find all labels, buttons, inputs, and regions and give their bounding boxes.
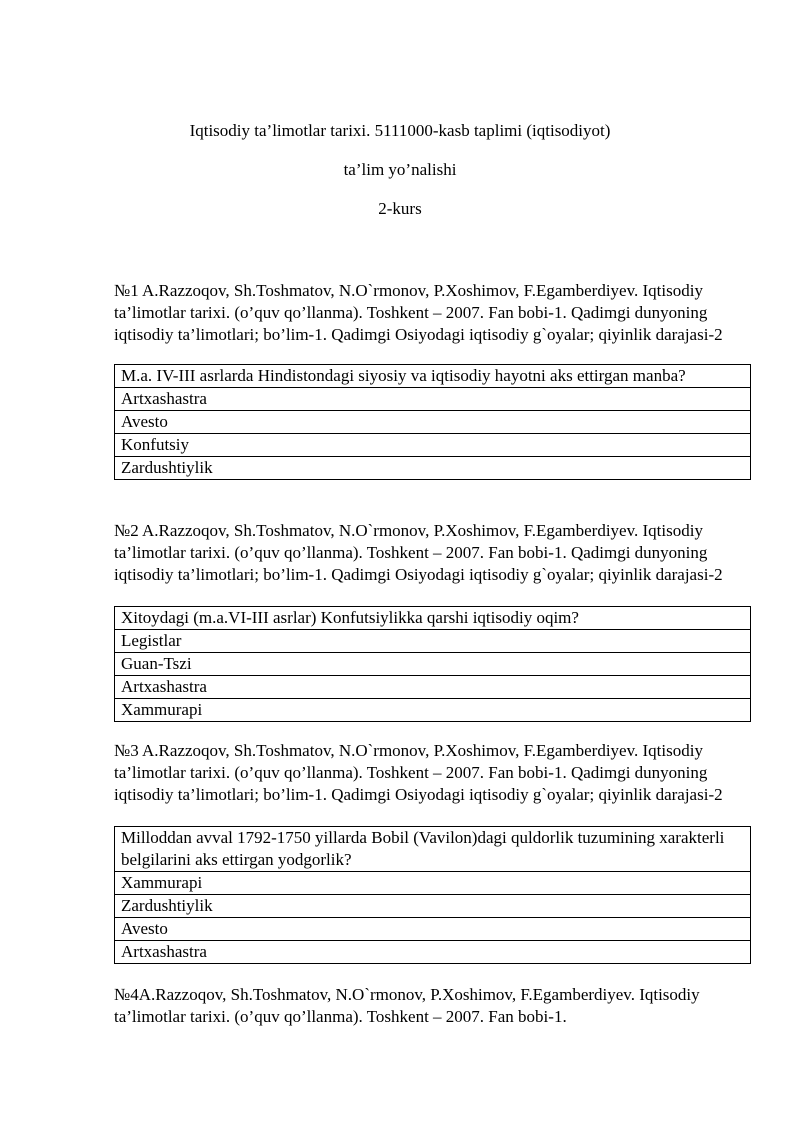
- question-2-intro: №2 A.Razzoqov, Sh.Toshmatov, N.O`rmonov, P.Xoshimov, F.Egamberdiyev. Iqtisodiy ta’limotlar tarixi. (o’quv qo’llanma). Toshkent – 2007. Fan bobi-1. Qadimgi dunyoning iqtisodiy ta’limotlari; bo’lim-1. Qadimgi Osiyodagi iqtisodiy g`oyalar; qiyinlik darajasi-2: [114, 521, 723, 584]
- question-1-text: M.a. IV-III asrlarda Hindistondagi siyosiy va iqtisodiy hayotni aks ettirgan manba?: [115, 365, 751, 388]
- question-4-intro: №4A.Razzoqov, Sh.Toshmatov, N.O`rmonov, P.Xoshimov, F.Egamberdiyev. Iqtisodiy ta’limotlar tarixi. (o’quv qo’llanma). Toshkent – 2007. Fan bobi-1.: [114, 985, 700, 1026]
- question-2-text: Xitoydagi (m.a.VI-III asrlar) Konfutsiylikka qarshi iqtisodiy oqim?: [115, 607, 751, 630]
- answer-option: Konfutsiy: [115, 434, 751, 457]
- answer-option: Artxashastra: [115, 388, 751, 411]
- answer-option: Xammurapi: [115, 872, 751, 895]
- document-subtitle: ta’lim yo’nalishi: [343, 160, 457, 179]
- answer-option: Legistlar: [115, 630, 751, 653]
- document-title: Iqtisodiy ta’limotlar tarixi. 5111000-kasb taplimi (iqtisodiyot): [189, 121, 611, 140]
- answer-option: Guan-Tszi: [115, 653, 751, 676]
- answer-option: Avesto: [115, 918, 751, 941]
- answer-option: Artxashastra: [115, 941, 751, 964]
- answer-option: Artxashastra: [115, 676, 751, 699]
- answer-option: Xammurapi: [115, 699, 751, 722]
- question-3-intro: №3 A.Razzoqov, Sh.Toshmatov, N.O`rmonov, P.Xoshimov, F.Egamberdiyev. Iqtisodiy ta’limotlar tarixi. (o’quv qo’llanma). Toshkent – 2007. Fan bobi-1. Qadimgi dunyoning iqtisodiy ta’limotlari; bo’lim-1. Qadimgi Osiyodagi iqtisodiy g`oyalar; qiyinlik darajasi-2: [114, 741, 723, 804]
- question-3-table: [114, 826, 751, 964]
- course-label: 2-kurs: [378, 199, 422, 218]
- question-3-text: Milloddan avval 1792-1750 yillarda Bobil (Vavilon)dagi quldorlik tuzumining xarakterli belgilarini aks ettirgan yodgorlik?: [115, 827, 751, 872]
- question-1-intro: №1 A.Razzoqov, Sh.Toshmatov, N.O`rmonov, P.Xoshimov, F.Egamberdiyev. Iqtisodiy ta’limotlar tarixi. (o’quv qo’llanma). Toshkent – 2007. Fan bobi-1. Qadimgi dunyoning iqtisodiy ta’limotlari; bo’lim-1. Qadimgi Osiyodagi iqtisodiy g`oyalar; qiyinlik darajasi-2: [114, 281, 723, 344]
- question-2-table: [114, 606, 751, 722]
- answer-option: Zardushtiylik: [115, 457, 751, 480]
- answer-option: Zardushtiylik: [115, 895, 751, 918]
- question-1-table: [114, 364, 751, 480]
- answer-option: Avesto: [115, 411, 751, 434]
